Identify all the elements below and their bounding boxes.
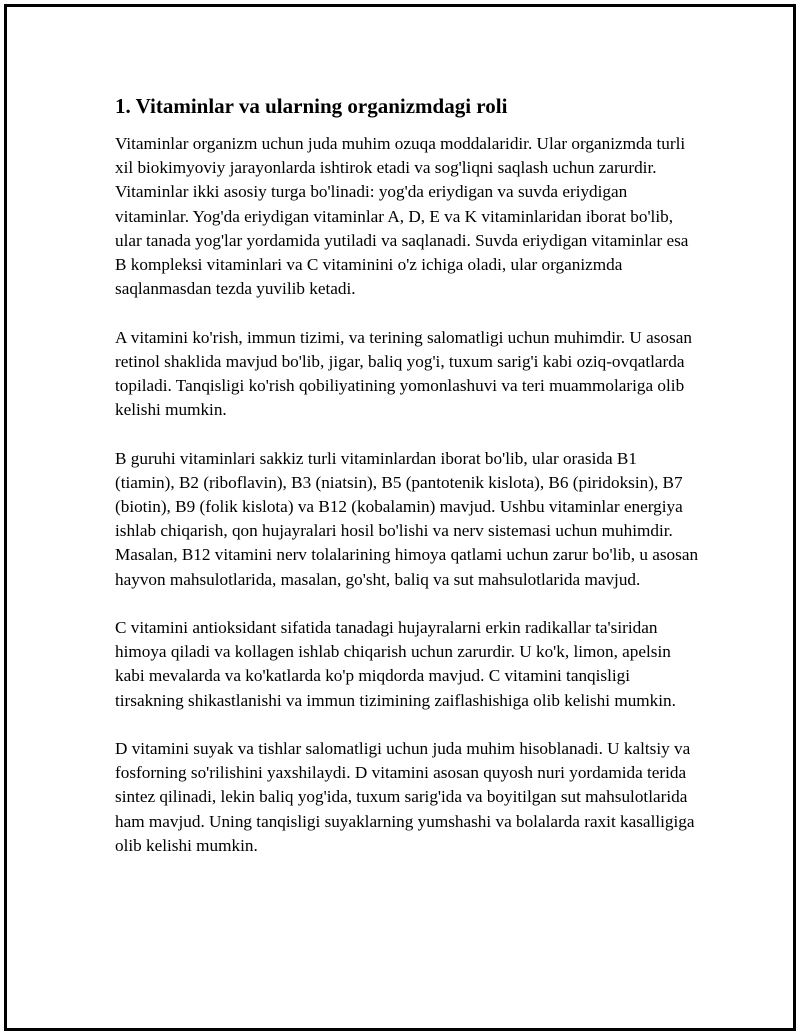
paragraph-vitamin-c: C vitamini antioksidant sifatida tanadagi hujayralarni erkin radikallar ta'siridan himoya qiladi va kollagen ishlab chiqarish uchun zarurdir. U ko'k, limon, apelsin kabi mevalarda va ko'katlarda ko'p miqdorda mavjud. C vitamini tanqisligi tirsakning shikastlanishi va immun tizimining zaiflashishiga olib kelishi mumkin. <box>115 618 676 710</box>
paragraph-vitamin-b: B guruhi vitaminlari sakkiz turli vitaminlardan iborat bo'lib, ular orasida B1 (tiamin), B2 (riboflavin), B3 (niatsin), B5 (pantotenik kislota), B6 (piridoksin), B7 (biotin), B9 (folik kislota) va B12 (kobalamin) mavjud. Ushbu vitaminlar energiya ishlab chiqarish, qon hujayralari hosil bo'lishi va nerv sistemasi uchun muhimdir. Masalan, B12 vitamini nerv tolalarining himoya qatlami uchun zarur bo'lib, u asosan hayvon mahsulotlarida, masalan, go'sht, baliq va sut mahsulotlarida mavjud. <box>115 448 699 589</box>
section-heading: 1. Vitaminlar va ularning organizmdagi roli <box>115 94 508 118</box>
paragraph-vitamin-a: A vitamini ko'rish, immun tizimi, va terining salomatligi uchun muhimdir. U asosan retinol shaklida mavjud bo'lib, jigar, baliq yog'i, tuxum sarig'i kabi oziq-ovqatlarda topiladi. Tanqisligi ko'rish qobiliyatining yomonlashuvi va teri muammolariga olib kelishi mumkin. <box>115 327 692 420</box>
paragraph-vitamin-d: D vitamini suyak va tishlar salomatligi uchun juda muhim hisoblanadi. U kaltsiy va fosforning so'rilishini yaxshilaydi. D vitamini asosan quyosh nuri yordamida terida sintez qilinadi, lekin baliq yog'ida, tuxum sarig'ida va boyitilgan sut mahsulotlarida ham mavjud. Uning tanqisligi suyaklarning yumshashi va bolalarda raxit kasalligiga olib kelishi mumkin. <box>115 739 695 855</box>
paragraph-vitamins-overview: Vitaminlar organizm uchun juda muhim ozuqa moddalaridir. Ular organizmda turli xil biokimyoviy jarayonlarda ishtirok etadi va sog'liqni saqlash uchun zarurdir. Vitaminlar ikki asosiy turga bo'linadi: yog'da eriydigan va suvda eriydigan vitaminlar. Yog'da eriydigan vitaminlar A, D, E va K vitaminlaridan iborat bo'lib, ular tanada yog'lar yordamida yutiladi va saqlanadi. Suvda eriydigan vitaminlar esa B kompleksi vitaminlari va C vitaminini o'z ichiga oladi, ular organizmda saqlanmasdan tezda yuvilib ketadi. <box>115 134 689 299</box>
document-body <box>115 92 700 882</box>
